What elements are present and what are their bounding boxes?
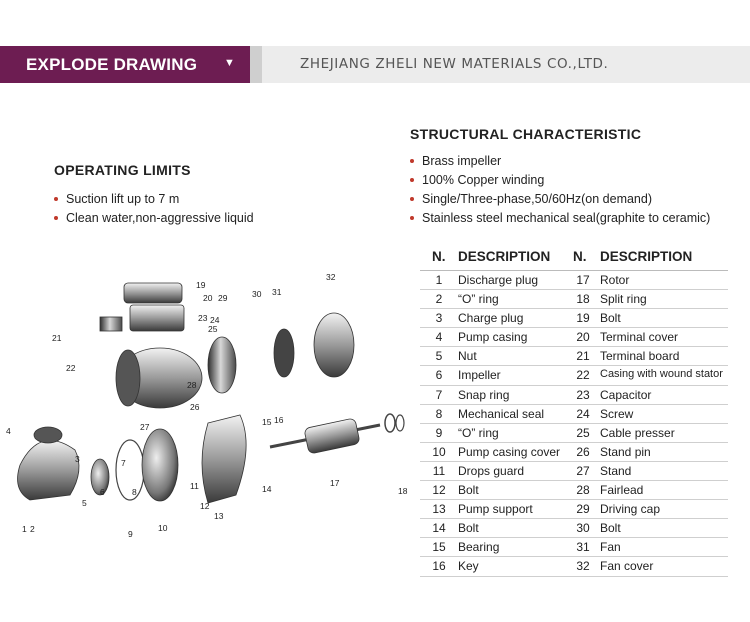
part-description: Nut [458, 349, 477, 364]
terminal-cover-part [124, 283, 182, 303]
part-description: Rotor [600, 273, 630, 287]
callout-label: 17 [330, 478, 340, 488]
part-number: 16 [432, 559, 446, 574]
callout-label: 10 [158, 523, 168, 533]
part-description: Fan cover [600, 559, 654, 574]
triangle-down-icon: ▼ [224, 57, 235, 69]
list-item: Single/Three-phase,50/60Hz(on demand) [410, 190, 710, 209]
callout-label: 5 [82, 498, 87, 508]
callout-label: 1 [22, 524, 27, 534]
callout-label: 18 [398, 486, 408, 496]
callout-label: 9 [128, 529, 133, 539]
table-row [420, 424, 728, 443]
callout-label: 28 [187, 380, 197, 390]
terminal-box-part [130, 305, 184, 331]
part-description: Terminal board [600, 349, 680, 364]
part-description: Pump casing [458, 330, 528, 345]
part-number: 29 [576, 502, 590, 517]
part-description: Fan [600, 540, 621, 555]
part-number: 32 [576, 559, 590, 574]
callout-label: 32 [326, 272, 336, 282]
callout-label: 19 [196, 280, 206, 290]
callout-label: 27 [140, 422, 150, 432]
header-number-2: N. [573, 249, 587, 264]
table-row [420, 386, 728, 405]
part-number: 2 [435, 292, 443, 307]
operating-limits-title: OPERATING LIMITS [54, 162, 191, 178]
part-number: 5 [435, 349, 443, 364]
part-description: Pump casing cover [458, 444, 561, 459]
casing-cover-part [142, 429, 178, 501]
bullet-icon [410, 197, 414, 201]
part-number: 11 [432, 463, 446, 478]
part-number: 13 [432, 502, 446, 517]
part-description: Driving cap [600, 502, 661, 517]
bullet-icon [410, 178, 414, 182]
table-row [420, 328, 728, 347]
part-description: Fairlead [600, 483, 644, 498]
header-description: DESCRIPTION [458, 249, 551, 264]
callout-label: 7 [121, 458, 126, 468]
callout-label: 8 [132, 487, 137, 497]
rotor-part [304, 418, 360, 454]
company-banner [262, 46, 750, 83]
structural-characteristic-title: STRUCTURAL CHARACTERISTIC [410, 126, 642, 142]
bearing-part [385, 414, 395, 432]
part-number: 9 [435, 425, 443, 440]
part-number: 10 [432, 444, 446, 459]
part-number: 23 [576, 387, 590, 402]
part-description: Discharge plug [458, 273, 539, 287]
callout-label: 22 [66, 363, 76, 373]
driving-cap-part [208, 337, 236, 393]
part-number: 21 [576, 349, 590, 364]
callout-label: 3 [75, 454, 80, 464]
callout-label: 6 [100, 487, 105, 497]
table-row [420, 366, 728, 385]
part-number: 4 [435, 330, 443, 345]
part-number: 18 [576, 292, 590, 307]
callout-label: 24 [210, 315, 220, 325]
o-ring-part [116, 440, 144, 500]
part-description: Cable presser [600, 425, 675, 440]
pump-casing-part [18, 440, 79, 500]
table-row [420, 557, 728, 576]
table-row [420, 538, 728, 557]
part-number: 27 [576, 463, 590, 478]
callout-label: 4 [6, 426, 11, 436]
table-row [420, 519, 728, 538]
part-description: Split ring [600, 292, 647, 307]
operating-limits-list [54, 190, 254, 228]
section-title-explode-drawing: EXPLODE DRAWING [26, 55, 198, 74]
callout-label: 11 [190, 481, 199, 491]
part-description: “O” ring [458, 425, 499, 440]
callout-label: 13 [214, 511, 224, 521]
structural-characteristic-list [410, 152, 710, 228]
callout-label: 29 [218, 293, 228, 303]
part-description: Stand [600, 463, 632, 478]
table-header [420, 242, 728, 271]
part-number: 17 [576, 273, 590, 287]
part-number: 3 [435, 311, 443, 326]
part-description: Bearing [458, 540, 500, 555]
part-number: 1 [435, 273, 443, 287]
bullet-icon [54, 216, 58, 220]
part-number: 30 [576, 521, 590, 536]
terminal-board-part [100, 317, 122, 331]
table-row [420, 347, 728, 366]
callout-label: 20 [203, 293, 213, 303]
callout-label: 16 [274, 415, 284, 425]
callout-label: 21 [52, 333, 62, 343]
callout-label: 15 [262, 417, 272, 427]
part-number: 12 [432, 483, 446, 498]
header-description-2: DESCRIPTION [600, 249, 693, 264]
table-row [420, 462, 728, 481]
part-number: 19 [576, 311, 590, 326]
callout-label: 25 [208, 324, 218, 334]
part-description: Bolt [458, 521, 479, 536]
part-number: 14 [432, 521, 446, 536]
part-description: Bolt [600, 521, 621, 536]
table-row [420, 481, 728, 500]
list-item: Stainless steel mechanical seal(graphite to ceramic) [410, 209, 710, 228]
part-description: Casing with wound stator [600, 368, 723, 381]
part-description: Key [458, 559, 479, 574]
list-item: 100% Copper winding [410, 171, 710, 190]
list-item: Brass impeller [410, 152, 710, 171]
part-number: 7 [435, 387, 443, 402]
part-number: 8 [435, 406, 443, 421]
list-item: Clean water,non-aggressive liquid [54, 209, 254, 228]
table-row [420, 500, 728, 519]
part-description: Terminal cover [600, 330, 679, 345]
part-number: 31 [576, 540, 590, 555]
part-description: Charge plug [458, 311, 524, 326]
part-description: Bolt [600, 311, 621, 326]
bullet-icon [410, 216, 414, 220]
table-body [420, 271, 728, 577]
part-number: 25 [576, 425, 590, 440]
part-description: Drops guard [458, 463, 525, 478]
company-name: ZHEJIANG ZHELI NEW MATERIALS CO.,LTD. [300, 56, 609, 72]
pump-support-part [202, 415, 246, 503]
callout-label: 31 [272, 287, 282, 297]
bullet-icon [54, 197, 58, 201]
part-description: Pump support [458, 502, 533, 517]
part-description: Stand pin [600, 444, 651, 459]
table-row [420, 309, 728, 328]
callout-label: 26 [190, 402, 200, 412]
part-description: Screw [600, 406, 634, 421]
part-number: 22 [576, 368, 590, 383]
table-row [420, 290, 728, 309]
list-item: Suction lift up to 7 m [54, 190, 254, 209]
part-number: 20 [576, 330, 590, 345]
callout-label: 14 [262, 484, 272, 494]
part-number: 28 [576, 483, 590, 498]
table-row [420, 443, 728, 462]
part-number: 15 [432, 540, 446, 555]
fan-cover-part [314, 313, 354, 377]
part-number: 24 [576, 406, 590, 421]
section-banner [0, 46, 262, 83]
table-row [420, 405, 728, 424]
part-description: Capacitor [600, 387, 652, 402]
part-description: Bolt [458, 483, 479, 498]
part-description: “O” ring [458, 292, 499, 307]
callout-label: 23 [198, 313, 208, 323]
exploded-pump-drawing [0, 255, 410, 545]
callout-label: 2 [30, 524, 35, 534]
part-number: 6 [435, 368, 443, 383]
part-description: Snap ring [458, 387, 510, 402]
parts-table [420, 242, 728, 577]
part-description: Impeller [458, 368, 501, 383]
bullet-icon [410, 159, 414, 163]
table-row [420, 271, 728, 290]
callout-label: 30 [252, 289, 262, 299]
fan-part [274, 329, 294, 377]
part-description: Mechanical seal [458, 406, 545, 421]
callout-label: 12 [200, 501, 210, 511]
part-number: 26 [576, 444, 590, 459]
header-number: N. [432, 249, 446, 264]
